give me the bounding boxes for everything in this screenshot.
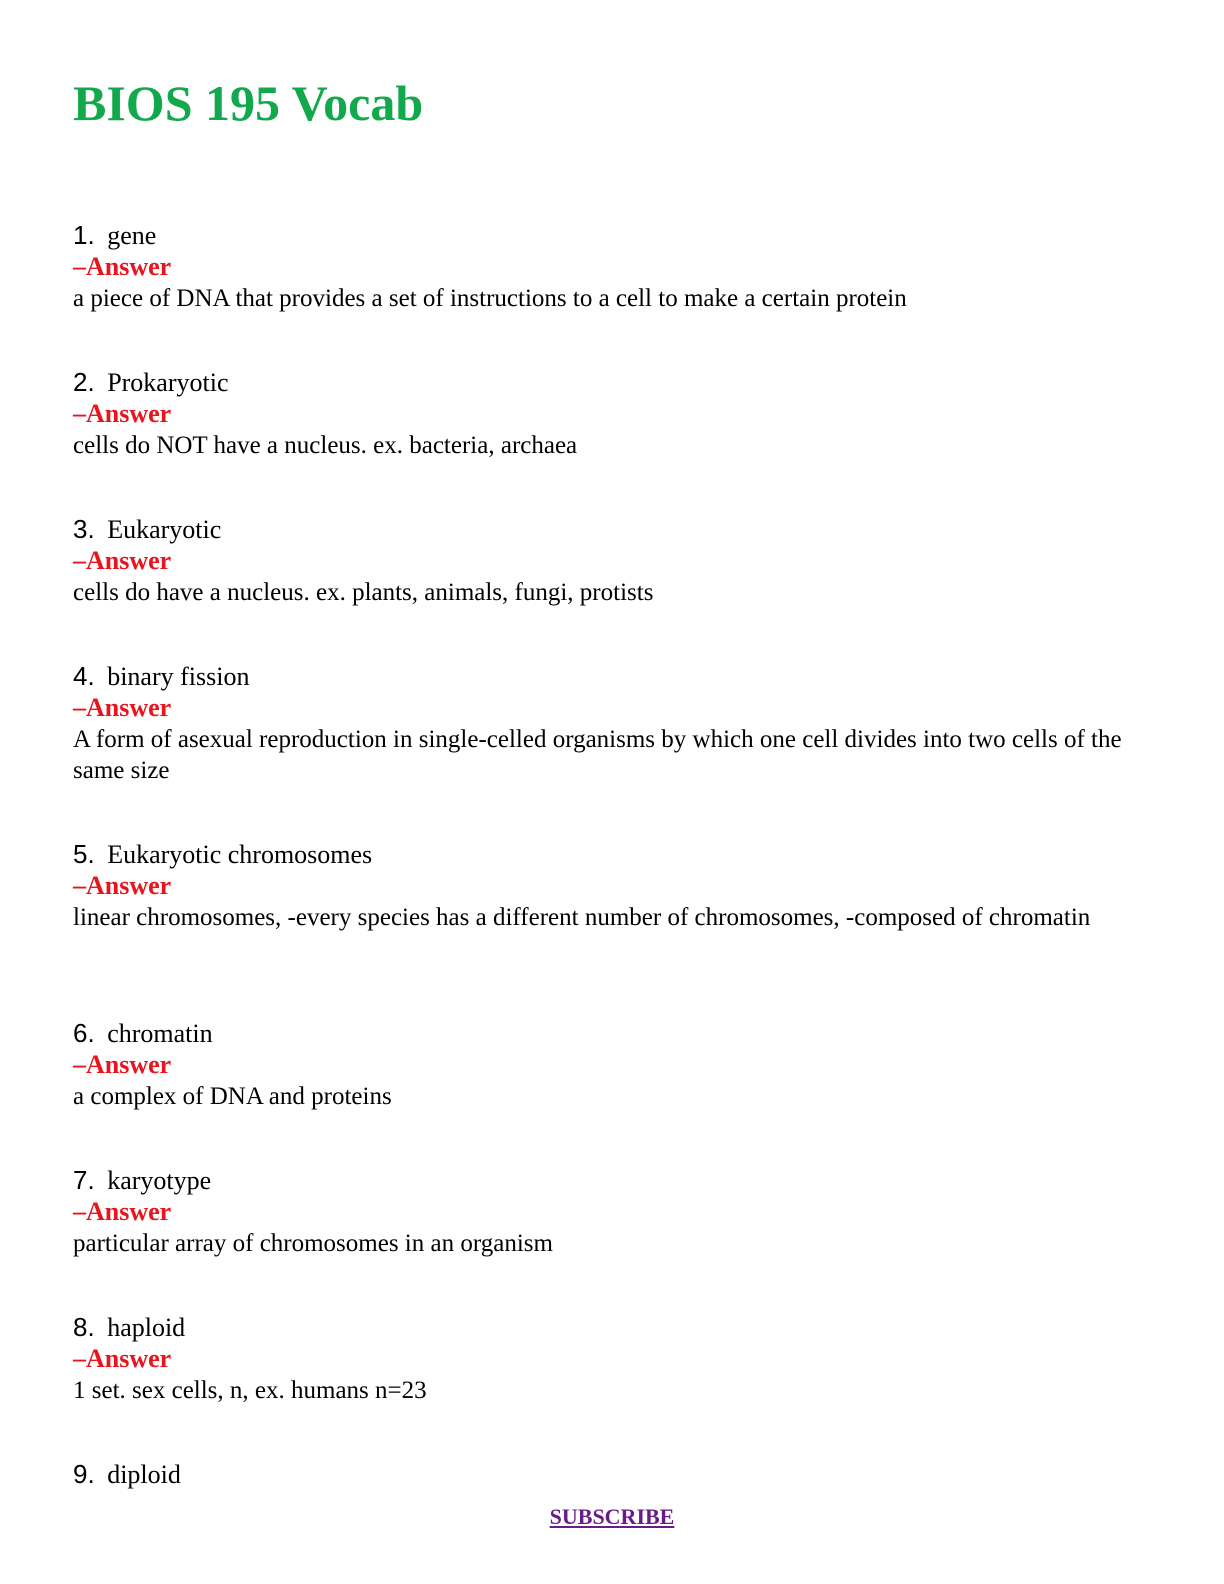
vocab-entry bbox=[73, 219, 1133, 314]
vocab-definition: cells do NOT have a nucleus. ex. bacteria, archaea bbox=[73, 432, 578, 459]
vocab-term: karyotype bbox=[107, 1166, 212, 1195]
term-line bbox=[73, 1311, 1133, 1343]
vocab-entry bbox=[73, 1017, 1133, 1112]
vocab-entry bbox=[73, 660, 1133, 786]
answer-label: –Answer bbox=[73, 693, 172, 722]
item-number: 1. bbox=[73, 220, 95, 250]
item-number: 2. bbox=[73, 367, 95, 397]
footer bbox=[0, 1503, 1224, 1531]
vocab-term: chromatin bbox=[107, 1019, 213, 1048]
term-line bbox=[73, 513, 1133, 545]
vocab-entry bbox=[73, 513, 1133, 608]
vocab-term: binary fission bbox=[107, 662, 250, 691]
vocab-definition: cells do have a nucleus. ex. plants, animals, fungi, protists bbox=[73, 579, 654, 606]
page-title: BIOS 195 Vocab bbox=[73, 75, 424, 131]
vocab-entry bbox=[73, 1311, 1133, 1406]
vocab-entry bbox=[73, 1458, 1133, 1490]
vocab-term: gene bbox=[107, 221, 157, 250]
item-number: 6. bbox=[73, 1018, 95, 1048]
vocab-term: Eukaryotic chromosomes bbox=[107, 840, 373, 869]
term-line bbox=[73, 1017, 1133, 1049]
term-line bbox=[73, 366, 1133, 398]
item-number: 5. bbox=[73, 839, 95, 869]
vocab-definition: a complex of DNA and proteins bbox=[73, 1083, 392, 1110]
item-number: 8. bbox=[73, 1312, 95, 1342]
answer-label: –Answer bbox=[73, 252, 172, 281]
answer-label: –Answer bbox=[73, 871, 172, 900]
vocab-term: diploid bbox=[107, 1460, 181, 1489]
item-number: 7. bbox=[73, 1165, 95, 1195]
answer-label: –Answer bbox=[73, 399, 172, 428]
term-line bbox=[73, 219, 1133, 251]
vocab-definition: A form of asexual reproduction in single-celled organisms by which one cell divides into two cells of the same size bbox=[73, 726, 1122, 784]
answer-label: –Answer bbox=[73, 1197, 172, 1226]
answer-label: –Answer bbox=[73, 1050, 172, 1079]
vocab-entry bbox=[73, 1164, 1133, 1259]
vocab-definition: linear chromosomes, -every species has a different number of chromosomes, -composed of chromatin bbox=[73, 904, 1091, 931]
vocab-term: Prokaryotic bbox=[107, 368, 229, 397]
term-line bbox=[73, 838, 1133, 870]
term-line bbox=[73, 660, 1133, 692]
vocab-definition: particular array of chromosomes in an organism bbox=[73, 1230, 553, 1257]
vocab-definition: a piece of DNA that provides a set of instructions to a cell to make a certain protein bbox=[73, 285, 907, 312]
answer-label: –Answer bbox=[73, 546, 172, 575]
item-number: 3. bbox=[73, 514, 95, 544]
item-number: 4. bbox=[73, 661, 95, 691]
vocab-term: haploid bbox=[107, 1313, 186, 1342]
subscribe-link[interactable]: SUBSCRIBE bbox=[549, 1504, 675, 1529]
vocab-entry bbox=[73, 366, 1133, 461]
term-line bbox=[73, 1164, 1133, 1196]
vocab-definition: 1 set. sex cells, n, ex. humans n=23 bbox=[73, 1377, 427, 1404]
vocab-entry bbox=[73, 838, 1133, 933]
answer-label: –Answer bbox=[73, 1344, 172, 1373]
item-number: 9. bbox=[73, 1459, 95, 1489]
vocab-term: Eukaryotic bbox=[107, 515, 222, 544]
term-line bbox=[73, 1458, 1133, 1490]
